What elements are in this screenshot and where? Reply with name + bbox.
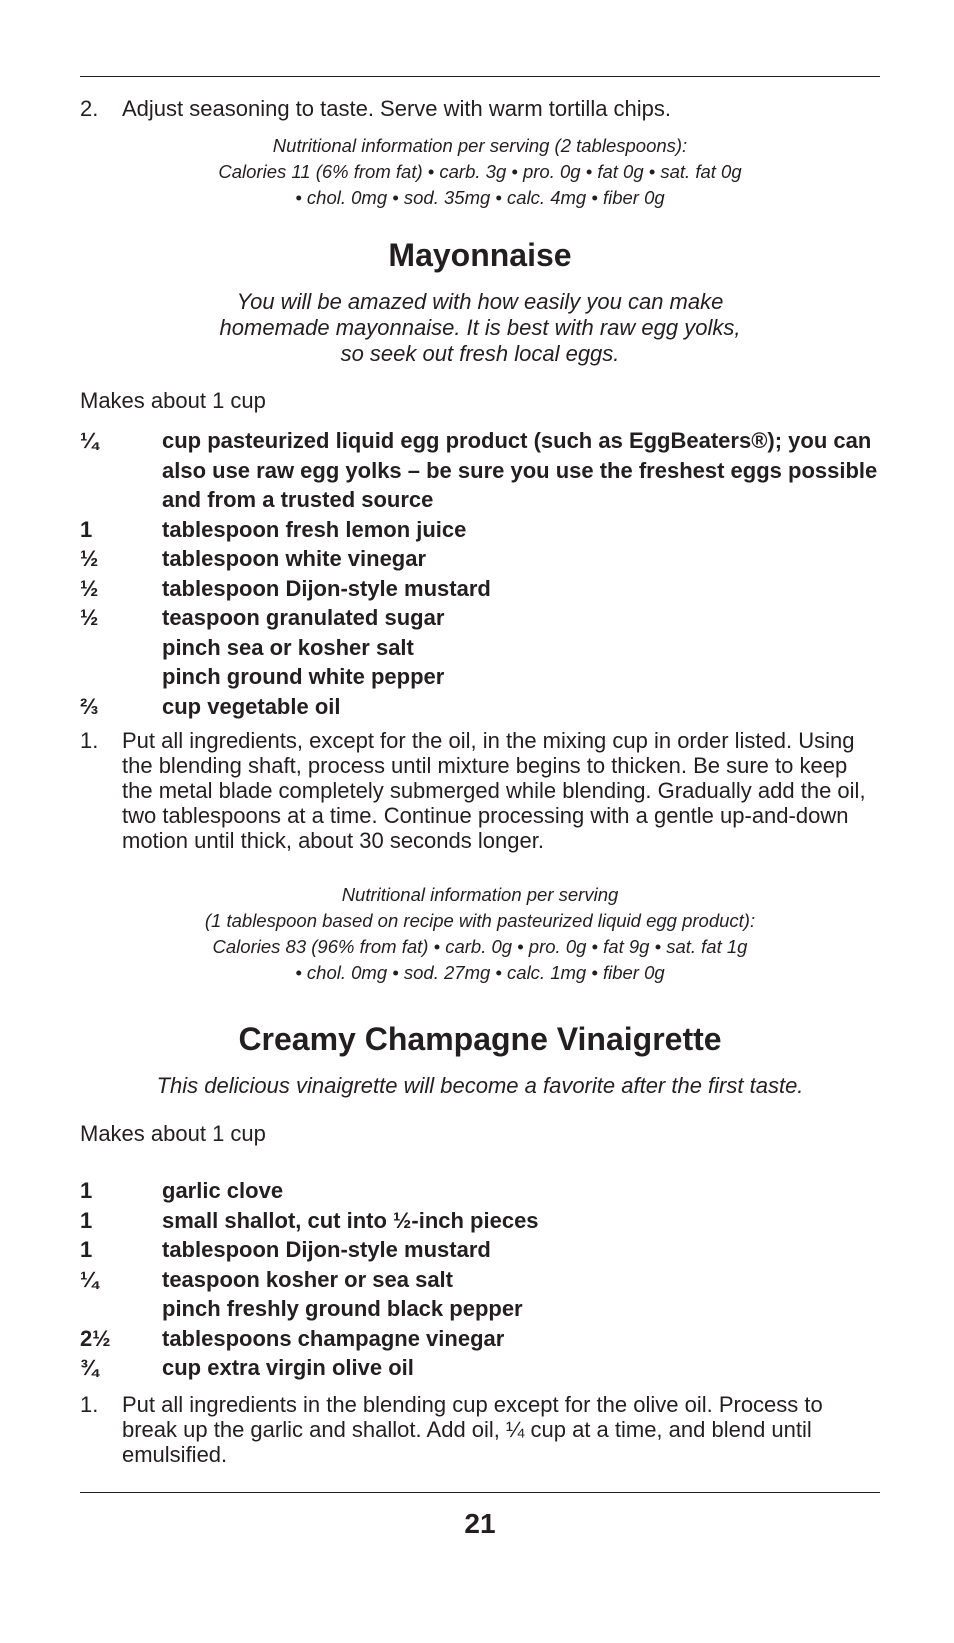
nutrition-line: Nutritional information per serving (2 tablespoons): — [272, 135, 688, 156]
ingredient-qty: 1 — [80, 1178, 93, 1203]
bottom-rule — [80, 1492, 880, 1493]
ingredient-row — [80, 1235, 880, 1265]
mayonnaise-ingredients — [80, 426, 880, 721]
ingredient-row — [80, 1294, 880, 1324]
ingredient-desc: cup pasteurized liquid egg product (such as EggBeaters®); you can also use raw egg yolks – be sure you use the freshest eggs possible and from a trusted source — [162, 428, 878, 512]
mayonnaise-nutrition — [80, 882, 880, 986]
ingredient-desc: pinch ground white pepper — [162, 664, 445, 689]
intro-line: homemade mayonnaise. It is best with raw egg yolks, — [219, 315, 741, 340]
intro-line: so seek out fresh local eggs. — [340, 341, 620, 366]
ingredient-row — [80, 1324, 880, 1354]
page-number: 21 — [464, 1508, 496, 1539]
ingredient-row — [80, 633, 880, 663]
ingredient-qty: 2½ — [80, 1325, 111, 1351]
ingredient-row — [80, 1265, 880, 1295]
top-rule — [80, 76, 880, 77]
nutrition-line: • chol. 0mg • sod. 35mg • calc. 4mg • fiber 0g — [295, 187, 665, 208]
ingredient-row — [80, 574, 880, 604]
vinaigrette-title: Creamy Champagne Vinaigrette — [238, 1021, 722, 1057]
ingredient-row — [80, 1206, 880, 1236]
ingredient-desc: garlic clove — [162, 1178, 284, 1203]
ingredient-desc: tablespoon Dijon-style mustard — [162, 1237, 491, 1262]
nutrition-line: (1 tablespoon based on recipe with pasteurized liquid egg product): — [204, 910, 756, 931]
nutrition-line: Calories 83 (96% from fat) • carb. 0g • pro. 0g • fat 9g • sat. fat 1g — [212, 936, 748, 957]
vinaigrette-intro: This delicious vinaigrette will become a favorite after the first taste. — [156, 1073, 804, 1098]
ingredient-desc: tablespoons champagne vinegar — [162, 1325, 505, 1351]
ingredient-desc: tablespoon fresh lemon juice — [162, 516, 467, 542]
ingredient-desc: teaspoon kosher or sea salt — [162, 1266, 453, 1292]
step-text: Adjust seasoning to taste. Serve with warm tortilla chips. — [122, 96, 672, 121]
nutrition-line: Calories 11 (6% from fat) • carb. 3g • pro. 0g • fat 0g • sat. fat 0g — [218, 161, 742, 182]
ingredient-row — [80, 1176, 880, 1206]
mayonnaise-intro — [80, 289, 880, 367]
step-number: 1. — [80, 1392, 99, 1417]
intro-line: You will be amazed with how easily you can make — [236, 289, 724, 314]
step-number: 2. — [80, 96, 99, 121]
mayonnaise-title: Mayonnaise — [388, 237, 572, 273]
nutrition-line: Nutritional information per serving — [341, 884, 619, 905]
ingredient-row — [80, 515, 880, 545]
ingredient-row — [80, 603, 880, 633]
ingredient-qty: 1 — [80, 1237, 93, 1262]
ingredient-qty: ⅔ — [80, 693, 99, 719]
ingredient-desc: tablespoon white vinegar — [162, 546, 427, 571]
ingredient-qty: ½ — [80, 546, 99, 571]
ingredient-qty: ¼ — [80, 1266, 99, 1292]
mayonnaise-step — [80, 728, 880, 853]
ingredient-qty: ¾ — [80, 1355, 99, 1380]
vinaigrette-step — [80, 1392, 880, 1467]
ingredient-row — [80, 544, 880, 574]
ingredient-qty: ¼ — [80, 428, 99, 453]
ingredient-desc: pinch sea or kosher salt — [162, 634, 414, 660]
mayonnaise-yield: Makes about 1 cup — [80, 388, 266, 413]
vinaigrette-yield: Makes about 1 cup — [80, 1121, 266, 1146]
ingredient-desc: cup extra virgin olive oil — [162, 1355, 414, 1380]
ingredient-qty: 1 — [80, 1207, 93, 1233]
step-text: Put all ingredients, except for the oil, in the mixing cup in order listed. Using the blending shaft, process until mixture begins to thicken. Be sure to keep the metal blade completely submerged while blending. Gradually add the oil, two tablespoons at a time. Continue processing with a gentle up-and-down motion until thick, about 30 seconds longer. — [122, 728, 866, 853]
step-text: Put all ingredients in the blending cup except for the olive oil. Process to break up the garlic and shallot. Add oil, ¼ cup at a time, and blend until emulsified. — [122, 1392, 823, 1467]
vinaigrette-ingredients — [80, 1176, 880, 1383]
ingredient-desc: pinch freshly ground black pepper — [162, 1296, 523, 1321]
ingredient-row — [80, 692, 880, 722]
ingredient-desc: teaspoon granulated sugar — [162, 605, 445, 630]
ingredient-desc: small shallot, cut into ½-inch pieces — [162, 1207, 539, 1233]
ingredient-desc: tablespoon Dijon-style mustard — [162, 575, 491, 601]
ingredient-qty: ½ — [80, 575, 99, 601]
ingredient-row — [80, 426, 880, 515]
ingredient-qty: ½ — [80, 605, 99, 630]
ingredient-row — [80, 1353, 880, 1383]
ingredient-desc: cup vegetable oil — [162, 693, 341, 719]
salsa-nutrition — [80, 133, 880, 211]
serve-step — [80, 96, 880, 121]
ingredient-row — [80, 662, 880, 692]
step-number: 1. — [80, 728, 99, 753]
ingredient-qty: 1 — [80, 516, 93, 542]
nutrition-line: • chol. 0mg • sod. 27mg • calc. 1mg • fiber 0g — [295, 962, 665, 983]
